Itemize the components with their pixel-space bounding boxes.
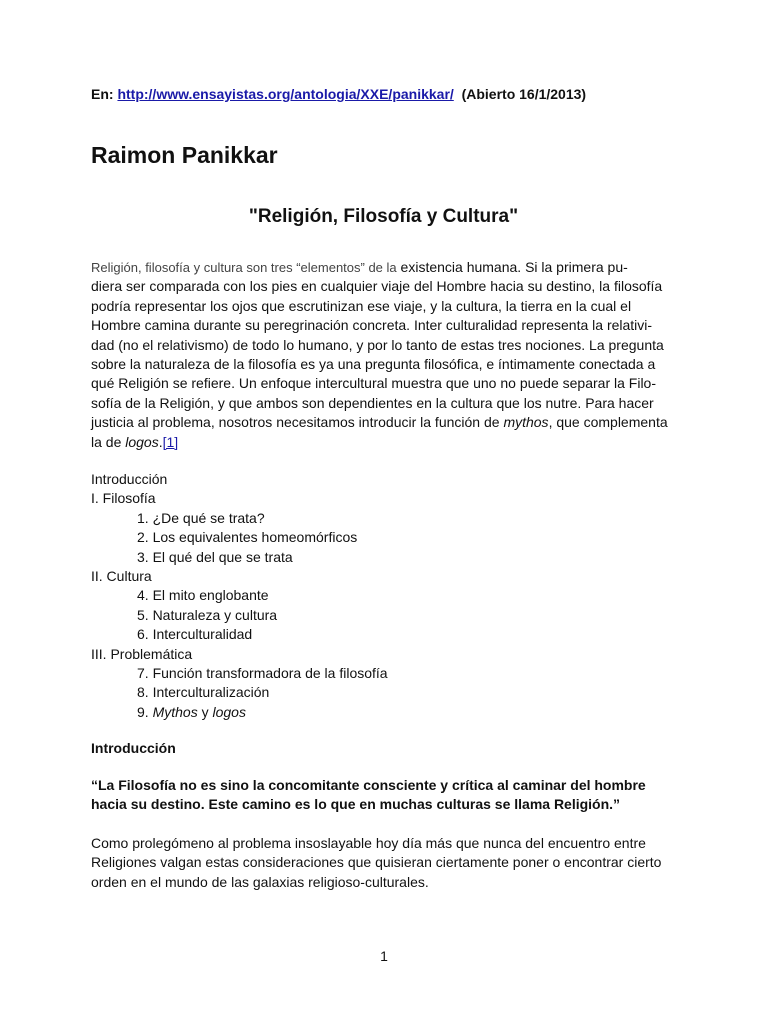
toc-item: 4. El mito englobante <box>137 587 269 604</box>
toc-section: II. Cultura <box>91 568 152 585</box>
toc-item-text: y <box>197 703 213 720</box>
quote-line: “La Filosofía no es sino la concomitante consciente y crítica al caminar del hombre <box>91 777 646 793</box>
paragraph-line: Religiones valgan estas consideraciones que quisieran ciertamente poner o encontrar cierto <box>91 854 662 871</box>
italic-term: logos <box>212 703 246 720</box>
paragraph-line <box>91 413 681 432</box>
access-date: (Abierto 16/1/2013) <box>461 86 587 102</box>
paragraph-lead: Religión, filosofía y cultura son tres “elementos” de la <box>91 260 397 275</box>
toc-item <box>91 703 388 722</box>
paragraph-line <box>91 433 681 452</box>
section-heading: Introducción <box>91 740 176 756</box>
paragraph-line: podría representar los ojos que escrutinizan ese viaje, y la cultura, la tierra en la cual el <box>91 297 632 314</box>
intro-paragraph <box>91 258 681 452</box>
toc-item: 7. Función transformadora de la filosofía <box>137 665 388 682</box>
paragraph-line: orden en el mundo de las galaxias religioso-culturales. <box>91 873 429 890</box>
page-number: 1 <box>380 948 388 964</box>
toc-intro: Introducción <box>91 471 168 487</box>
table-of-contents <box>91 470 388 722</box>
source-link[interactable]: http://www.ensayistas.org/antologia/XXE/panikkar/ <box>117 86 454 102</box>
author-name: Raimon Panikkar <box>91 142 278 168</box>
toc-item: 3. El qué del que se trata <box>137 548 293 565</box>
paragraph-text: existencia humana. Si la primera pu- <box>396 259 628 275</box>
toc-item: 2. Los equivalentes homeomórficos <box>137 529 358 546</box>
paragraph-text: , que complementa <box>548 414 668 431</box>
paragraph-line: Hombre camina durante su peregrinación concreta. Inter culturalidad representa la relativi- <box>91 317 653 334</box>
paragraph-line: Como prolegómeno al problema insoslayable hoy día más que nunca del encuentro entre <box>91 835 646 851</box>
quote-block <box>91 776 646 815</box>
footnote-link[interactable]: [1] <box>162 433 179 450</box>
source-line <box>91 86 586 102</box>
toc-section: III. Problemática <box>91 645 193 662</box>
toc-item: 6. Interculturalidad <box>137 626 253 643</box>
italic-term: mythos <box>503 414 549 431</box>
paragraph-text: justicia al problema, nosotros necesitamos introducir la función de <box>91 414 504 431</box>
document-title: "Religión, Filosofía y Cultura" <box>248 206 519 227</box>
paragraph-line: sobre la naturaleza de la filosofía es ya una pregunta filosófica, e íntimamente conectada a <box>91 356 656 373</box>
toc-item: 1. ¿De qué se trata? <box>137 509 265 526</box>
italic-term: Mythos <box>152 703 198 720</box>
quote-line: hacia su destino. Este camino es lo que en muchas culturas se llama Religión.” <box>91 796 621 813</box>
toc-item: 5. Naturaleza y cultura <box>137 606 278 623</box>
paragraph-line: sofía de la Religión, y que ambos son dependientes en la cultura que los nutre. Para hacer <box>91 394 654 411</box>
toc-section: I. Filosofía <box>91 490 156 507</box>
toc-item-number: 9. <box>137 703 153 720</box>
paragraph-line: dad (no el relativismo) de todo lo humano, y por lo tanto de estas tres nociones. La pregunta <box>91 336 664 353</box>
closing-paragraph <box>91 834 681 892</box>
paragraph-text: . <box>158 433 163 450</box>
toc-item: 8. Interculturalización <box>137 684 270 701</box>
paragraph-line: diera ser comparada con los pies en cualquier viaje del Hombre hacia su destino, la filosofía <box>91 278 663 295</box>
source-prefix: En: <box>91 86 114 102</box>
italic-term: logos <box>125 433 159 450</box>
paragraph-text: la de <box>91 433 126 450</box>
paragraph-line: qué Religión se refiere. Un enfoque intercultural muestra que uno no puede separar la Filo- <box>91 375 657 392</box>
paragraph-line <box>91 258 681 277</box>
